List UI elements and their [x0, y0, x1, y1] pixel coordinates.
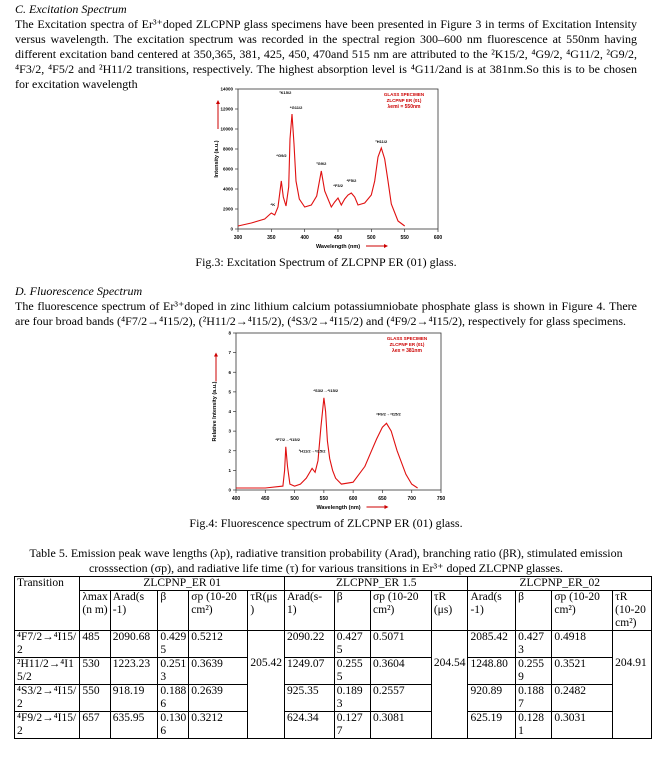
series-line — [238, 114, 405, 226]
subheader-cell: Arad(s -1) — [468, 591, 516, 631]
table-row — [15, 712, 652, 739]
x-tick-label: 600 — [348, 496, 358, 502]
table-cell: 0.1306 — [158, 712, 189, 739]
x-tick-label: 400 — [231, 496, 241, 502]
section-d-paragraph: The fluorescence spectrum of Er³⁺doped in zinc lithium calcium potassiumniobate phosphate glass is shown in Figure 4. There are four broad bands (⁴F7/2→⁴I15/2), (²H11/2→⁴I15/2), (⁴S3/2→⁴I15/2) and (⁴F9/2→⁴I15/2), respectively for glass specimens. — [15, 299, 637, 328]
subheader-cell: σp (10-20 cm²) — [189, 591, 248, 631]
table-cell: 1249.07 — [284, 658, 334, 685]
table-cell: 0.1893 — [334, 685, 370, 712]
table-cell: 920.89 — [468, 685, 516, 712]
x-tick-label: 350 — [267, 235, 276, 241]
subheader-cell: τR (μs) — [431, 591, 468, 631]
table-cell: 0.4918 — [552, 631, 613, 658]
section-c-heading: C. Excitation Spectrum — [15, 2, 127, 16]
table-cell: 635.95 — [110, 712, 158, 739]
transition-cell: ⁴F7/2→⁴I15/2 — [15, 631, 80, 658]
x-axis-label: Wavelength (nm) — [315, 244, 361, 250]
table-cell: 0.1277 — [334, 712, 370, 739]
table-cell: 0.3521 — [552, 658, 613, 685]
peak-label: ⁴S3/2→⁴I15/2 — [313, 387, 339, 393]
subheader-cell: β — [334, 591, 370, 631]
table-header-row — [15, 577, 652, 591]
y-tick-label: 1 — [228, 467, 231, 473]
table-row — [15, 631, 652, 658]
table5-caption-line1: Table 5. Emission peak wave lengths (λp), radiative transition probability (Arad), branching ratio (βR), stimulated emission — [29, 546, 623, 560]
y-tick-label: 4 — [228, 409, 231, 414]
x-tick-label: 300 — [233, 235, 243, 241]
table-cell: 625.19 — [468, 712, 516, 739]
peak-label: ⁴F5/2 — [346, 178, 357, 183]
tau-cell: 204.91 — [613, 631, 652, 739]
peak-label: ²K15/2 — [279, 90, 292, 95]
subheader-cell: Arad(s -1) — [110, 591, 158, 631]
table5 — [14, 576, 652, 739]
subheader-cell: τR (10-20 cm²) — [613, 591, 652, 631]
y-tick-label: 7 — [228, 350, 231, 356]
y-tick-label: 8000 — [222, 146, 233, 152]
y-tick-label: 3 — [228, 428, 231, 434]
transition-cell: ⁴S3/2→⁴I15/2 — [15, 685, 80, 712]
table-cell: 1223.23 — [110, 658, 158, 685]
tau-cell: 205.42 — [248, 631, 285, 739]
transition-cell: ⁴F9/2→⁴I15/2 — [15, 712, 80, 739]
table-cell: 1248.80 — [468, 658, 516, 685]
fig4-chart — [210, 330, 450, 515]
subheader-cell: τR(μs ) — [248, 591, 285, 631]
x-tick-label: 500 — [290, 496, 299, 502]
legend-entry: ZLCPNP ER (01) — [386, 98, 422, 103]
fig3-caption: Fig.3: Excitation Spectrum of ZLCPNP ER (01) glass. — [195, 255, 457, 269]
table-cell: 0.3639 — [189, 658, 248, 685]
table-cell: 0.1887 — [516, 685, 552, 712]
legend-entry: GLASS SPECIMEN — [386, 336, 428, 341]
table-cell: 0.2513 — [158, 658, 189, 685]
y-tick-label: 6 — [228, 369, 231, 375]
table-cell: 0.3081 — [371, 712, 432, 739]
table-cell: 0.5212 — [189, 631, 248, 658]
plot-frame — [238, 89, 438, 229]
x-tick-label: 650 — [378, 496, 387, 502]
peak-label: ⁴F9/2→⁴I15/2 — [375, 411, 401, 417]
table-cell: 0.1886 — [158, 685, 189, 712]
subheader-cell: σp (10-20 cm²) — [371, 591, 432, 631]
section-c-paragraph: The Excitation spectra of Er³⁺doped ZLCPNP glass specimens have been presented in Figure 3 in terms of Excitation Intensity versus wavelength. The excitation spectrum was recorded in the spectral region 300–600 nm fluorescence at 550nm having different excitation band centered at 350,365, 381, 425, 450, 470and 515 nm are attributed to the ²K15/2, ⁴G9/2, ⁴G11/2, ²G9/2, ⁴F3/2, ⁴F5/2 and ²H11/2 transitions, respectively. The highest absorption level is ⁴G11/2and is at 381nm.So this is to be chosen for excitation wavelength — [15, 17, 637, 91]
table-row — [15, 685, 652, 712]
x-tick-label: 700 — [407, 496, 416, 502]
peak-label: ⁴G9/2 — [276, 153, 287, 158]
x-tick-label: 500 — [367, 235, 376, 241]
y-axis-label: Intensity (a.u.) — [214, 140, 220, 178]
table5-caption-line2: crosssection (σp), and radiative life time (τ) for various transitions in Er³⁺ doped ZLCPNP glasses. — [88, 561, 563, 575]
table-cell: 0.5071 — [371, 631, 432, 658]
y-arrow-head — [214, 353, 218, 357]
table-cell: 0.4275 — [334, 631, 370, 658]
header-group-3: ZLCPNP_ER_02 — [468, 577, 652, 591]
table-cell: 0.3604 — [371, 658, 432, 685]
y-axis-label: Relative Intensity (a.u.) — [212, 381, 218, 442]
peak-label: ⁴F7/2→⁴I15/2 — [275, 436, 300, 442]
y-arrow-head — [216, 100, 220, 104]
x-tick-label: 550 — [319, 496, 329, 502]
table-cell: 0.2482 — [552, 685, 613, 712]
x-tick-label: 550 — [400, 235, 409, 241]
table-row — [15, 658, 652, 685]
x-axis-label: Wavelength (nm) — [316, 505, 361, 511]
peak-label: ²H11/2→⁴I15/2 — [298, 448, 326, 454]
y-tick-label: 0 — [228, 487, 231, 493]
y-tick-label: 12000 — [220, 106, 233, 112]
table-cell: 485 — [80, 631, 110, 658]
plot-frame — [236, 333, 441, 490]
x-tick-label: 400 — [300, 235, 309, 241]
tau-cell: 204.54 — [431, 631, 468, 739]
table-cell: 0.2557 — [371, 685, 432, 712]
table-cell: 0.1281 — [516, 712, 552, 739]
legend-entry: λemi = 550nm — [387, 104, 421, 110]
table-cell: 0.3031 — [552, 712, 613, 739]
table-cell: 0.2639 — [189, 685, 248, 712]
y-tick-label: 2000 — [222, 206, 233, 212]
y-tick-label: 10000 — [220, 126, 233, 132]
table-subheader-row — [15, 591, 652, 631]
x-tick-label: 450 — [261, 496, 270, 502]
y-tick-label: 5 — [228, 389, 231, 395]
x-arrow-head — [384, 244, 388, 248]
fig4-caption: Fig.4: Fluorescence spectrum of ZLCPNP ER (01) glass. — [189, 516, 463, 530]
table-cell: 0.2555 — [334, 658, 370, 685]
fig3-chart — [205, 86, 450, 254]
fig3-svg — [205, 86, 450, 254]
table-cell: 925.35 — [284, 685, 334, 712]
peak-label: ⁴K — [270, 202, 276, 207]
y-tick-label: 8 — [228, 330, 231, 336]
peak-label: ⁴G11/2 — [289, 105, 303, 110]
x-tick-label: 750 — [436, 496, 446, 502]
legend-entry: ZLCPNP ER (01) — [389, 342, 425, 347]
fig4-svg — [210, 330, 450, 515]
peak-label: ⁴F3/2 — [333, 183, 343, 188]
table-cell: 530 — [80, 658, 110, 685]
subheader-cell: β — [158, 591, 189, 631]
table-cell: 657 — [80, 712, 110, 739]
header-transition: Transition — [15, 577, 80, 631]
table-cell: 0.3212 — [189, 712, 248, 739]
header-group-2: ZLCPNP_ER 1.5 — [284, 577, 468, 591]
x-arrow-head — [385, 505, 389, 509]
table-cell: 624.34 — [284, 712, 334, 739]
x-tick-label: 450 — [333, 235, 343, 241]
y-tick-label: 2 — [228, 448, 231, 454]
x-tick-label: 600 — [433, 235, 443, 241]
y-tick-label: 6000 — [222, 166, 233, 172]
table-cell: 0.2559 — [516, 658, 552, 685]
y-tick-label: 14000 — [220, 86, 233, 92]
section-d-heading: D. Fluorescence Spectrum — [15, 284, 143, 298]
subheader-cell: λmax (n m) — [80, 591, 110, 631]
transition-cell: ²H11/2→⁴I15/2 — [15, 658, 80, 685]
table-cell: 2085.42 — [468, 631, 516, 658]
subheader-cell: Arad(s- 1) — [284, 591, 334, 631]
table-cell: 2090.68 — [110, 631, 158, 658]
peak-label: ²H11/2 — [375, 139, 388, 144]
table-cell: 550 — [80, 685, 110, 712]
y-tick-label: 4000 — [222, 186, 233, 192]
table-cell: 918.19 — [110, 685, 158, 712]
subheader-cell: σp (10-20 cm²) — [552, 591, 613, 631]
table-cell: 0.4273 — [516, 631, 552, 658]
table-cell: 0.4295 — [158, 631, 189, 658]
y-tick-label: 0 — [230, 226, 233, 232]
table-cell: 2090.22 — [284, 631, 334, 658]
peak-label: ²G9/2 — [316, 161, 327, 166]
legend-entry: λex = 381nm — [392, 348, 422, 354]
header-group-1: ZLCPNP_ER 01 — [80, 577, 285, 591]
subheader-cell: β — [516, 591, 552, 631]
legend-entry: GLASS SPECIMEN — [383, 92, 425, 97]
